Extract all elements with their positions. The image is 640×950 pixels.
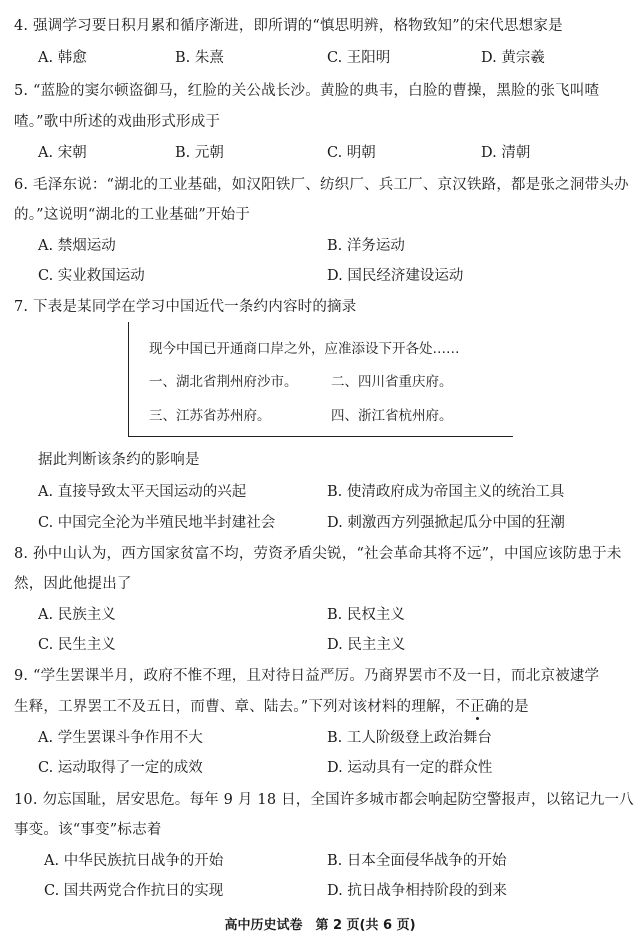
q6-stem-line1: 6. 毛泽东说：“湖北的工业基础，如汉阳铁厂、纺织厂、兵工厂、京汉铁路，都是张之洞带头办 xyxy=(14,177,629,193)
q9-option-b: B. 工人阶级登上政治舞台 xyxy=(327,730,492,746)
q7-option-c: C. 中国完全沦为半殖民地半封建社会 xyxy=(38,515,276,531)
q6-option-b: B. 洋务运动 xyxy=(327,238,405,254)
treaty-excerpt-item-2: 二、四川省重庆府。 xyxy=(331,374,453,390)
q9-option-d: D. 运动具有一定的群众性 xyxy=(327,760,493,776)
treaty-excerpt-intro: 现今中国已开通商口岸之外，应准添设下开各处…… xyxy=(149,341,460,357)
q10-option-a: A. 中华民族抗日战争的开始 xyxy=(44,853,224,869)
q8-stem-line1: 8. 孙中山认为，西方国家贫富不均，劳资矛盾尖锐，“社会革命其将不远”，中国应该防患于未 xyxy=(14,546,622,562)
q8-option-c: C. 民生主义 xyxy=(38,637,116,653)
q6-option-a: A. 禁烟运动 xyxy=(38,238,116,254)
q5-stem-line2: 喳。”歌中所述的戏曲形式形成于 xyxy=(14,114,221,130)
treaty-excerpt-item-1: 一、湖北省荆州府沙市。 xyxy=(149,374,298,390)
treaty-excerpt-box xyxy=(128,322,513,437)
q9-stem-line2 xyxy=(14,695,529,716)
q5-option-c: C. 明朝 xyxy=(327,145,376,161)
q4-option-c: C. 王阳明 xyxy=(327,50,391,66)
q9-option-c: C. 运动取得了一定的成效 xyxy=(38,760,203,776)
q7-stem: 7. 下表是某同学在学习中国近代一条约内容时的摘录 xyxy=(14,299,357,315)
q6-stem-line2: 的。”这说明“湖北的工业基础”开始于 xyxy=(14,207,251,223)
q5-stem-line1: 5. “蓝脸的窦尔顿盗御马，红脸的关公战长沙。黄脸的典韦，白脸的曹操，黑脸的张飞叫喳 xyxy=(14,83,600,99)
treaty-excerpt-item-4: 四、浙江省杭州府。 xyxy=(331,408,453,424)
q6-option-c: C. 实业救国运动 xyxy=(38,268,145,284)
q7-option-b: B. 使清政府成为帝国主义的统治工具 xyxy=(327,484,565,500)
q7-option-d: D. 刺激西方列强掀起瓜分中国的狂潮 xyxy=(327,515,565,531)
q5-option-b: B. 元朝 xyxy=(175,145,224,161)
q8-stem-line2: 然，因此他提出了 xyxy=(14,576,132,592)
q9-stem-tail: 的是 xyxy=(499,699,529,715)
q8-option-d: D. 民主主义 xyxy=(327,637,406,653)
q7-option-a: A. 直接导致太平天国运动的兴起 xyxy=(38,484,247,500)
q6-option-d: D. 国民经济建设运动 xyxy=(327,268,464,284)
q4-option-d: D. 黄宗羲 xyxy=(481,50,545,66)
q9-stem-text: 生释，工界罢工不及五日，而曹、章、陆去。”下列对该材料的理解， xyxy=(14,699,456,715)
q5-option-d: D. 清朝 xyxy=(481,145,531,161)
q9-emphasis-word: 不正确 xyxy=(455,699,500,715)
q4-stem: 4. 强调学习要日积月累和循序渐进，即所谓的“慎思明辨，格物致知”的宋代思想家是 xyxy=(14,18,563,34)
q10-stem-line1: 10. 勿忘国耻，居安思危。每年 9 月 18 日，全国许多城市都会响起防空警报声，以铭记九一八 xyxy=(14,792,634,808)
q10-option-d: D. 抗日战争相持阶段的到来 xyxy=(327,883,507,899)
treaty-excerpt-item-3: 三、江苏省苏州府。 xyxy=(149,408,271,424)
q8-option-a: A. 民族主义 xyxy=(38,607,116,623)
q5-option-a: A. 宋朝 xyxy=(38,145,87,161)
q10-stem-line2: 事变。该“事变”标志着 xyxy=(14,822,162,838)
q9-option-a: A. 学生罢课斗争作用不大 xyxy=(38,730,203,746)
q10-option-c: C. 国共两党合作抗日的实现 xyxy=(44,883,224,899)
q8-option-b: B. 民权主义 xyxy=(327,607,405,623)
q4-option-b: B. 朱熹 xyxy=(175,50,224,66)
q4-option-a: A. 韩愈 xyxy=(38,50,87,66)
q7-question: 据此判断该条约的影响是 xyxy=(38,452,200,468)
page-footer: 高中历史试卷 第 2 页(共 6 页) xyxy=(224,918,416,933)
q10-option-b: B. 日本全面侵华战争的开始 xyxy=(327,853,507,869)
q9-stem-line1: 9. “学生罢课半月，政府不惟不理，且对待日益严厉。乃商界罢市不及一日，而北京被逮学 xyxy=(14,668,600,684)
